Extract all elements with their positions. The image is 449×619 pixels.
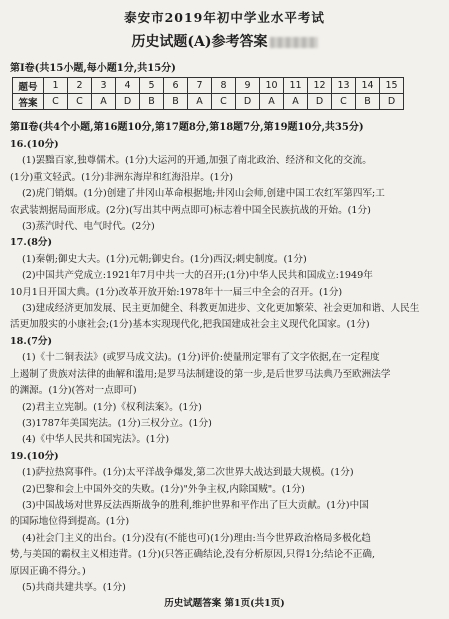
answer-cell: C — [68, 94, 92, 110]
answer-line: (2)中国共产党成立:1921年7月中共一大的召开;(1分)中华人民共和国成立:1949年 — [22, 270, 373, 282]
exam-title: 泰安市2019年初中学业水平考试 — [124, 10, 325, 25]
question-number-cell: 12 — [308, 78, 332, 94]
answer-line: 的渊源。(1分)(答对一点即可) — [10, 385, 137, 397]
answer-key-title — [10, 31, 439, 51]
answer-cell: D — [236, 94, 260, 110]
answer-line: (1)萨拉热窝事件。(1分)太平洋战争爆发,第二次世界大战达到最大规模。(1分) — [22, 467, 354, 479]
answer-cell: C — [212, 94, 236, 110]
answer-cell: A — [260, 94, 284, 110]
answer-cell: A — [284, 94, 308, 110]
question-number-cell: 15 — [380, 78, 404, 94]
question-number-cell: 5 — [140, 78, 164, 94]
answer-line: (3)中国战场对世界反法西斯战争的胜利,维护世界和平作出了巨大贡献。(1分)中国 — [22, 499, 369, 511]
part2-content — [10, 137, 439, 596]
answer-cell: D — [116, 94, 140, 110]
question-number-label: 题号 — [13, 78, 44, 94]
question-heading: 18.(7分) — [10, 335, 53, 347]
answer-line: (2)虎门销烟。(1分)创建了井冈山革命根据地;井冈山会师,创建中国工农红军第四军;工 — [22, 188, 385, 200]
answer-line: (2)君主立宪制。(1分)《权利法案》。(1分) — [22, 401, 202, 413]
question-number-cell: 3 — [92, 78, 116, 94]
answer-line: 的国际地位得到提高。(1分) — [10, 516, 130, 528]
answer-line: (3)1787年美国宪法。(1分)三权分立。(1分) — [22, 417, 212, 429]
question-number-cell: 14 — [356, 78, 380, 94]
answer-line: (1分)重文轻武。(1分)非洲东海岸和红海沿岸。(1分) — [10, 171, 234, 183]
answer-cell: B — [140, 94, 164, 110]
redacted-mark — [270, 37, 318, 48]
answer-row — [13, 94, 404, 110]
question-number-cell: 6 — [164, 78, 188, 94]
question-number-cell: 4 — [116, 78, 140, 94]
answer-line: (3)蒸汽时代、电气时代。(2分) — [22, 221, 155, 233]
answer-line: 上遏制了贵族对法律的曲解和滥用;是罗马法制建设的第一步,是后世罗马法典乃至欧洲法学 — [10, 368, 391, 380]
question-number-row — [13, 78, 404, 94]
answer-line: (1)《十二铜表法》(或罗马成文法)。(1分)评价:使量刑定罪有了文字依据,在一定程度 — [22, 352, 380, 364]
page-footer: 历史试题答案 第1页(共1页) — [164, 598, 285, 609]
answer-line: (4)社会门主义的出台。(1分)没有(不能也可)(1分)理由:当今世界政治格局多极化趋 — [22, 532, 371, 544]
question-number-cell: 13 — [332, 78, 356, 94]
answer-cell: A — [92, 94, 116, 110]
question-number-cell: 11 — [284, 78, 308, 94]
answer-line: (2)巴黎和会上中国外交的失败。(1分)"外争主权,内除国贼"。(1分) — [22, 483, 305, 495]
answer-cell: D — [308, 94, 332, 110]
answer-table — [12, 77, 404, 110]
question-number-cell: 7 — [188, 78, 212, 94]
part1-heading: 第Ⅰ卷(共15小题,每小题1分,共15分) — [10, 63, 176, 74]
answer-line: 活更加殷实的小康社会;(1分)基本实现现代化,把我国建成社会主义现代化国家。(1分) — [10, 319, 370, 331]
answer-cell: D — [380, 94, 404, 110]
question-number-cell: 9 — [236, 78, 260, 94]
question-heading: 16.(10分) — [10, 139, 59, 150]
question-heading: 17.(8分) — [10, 237, 53, 249]
part2-heading: 第Ⅱ卷(共4个小题,第16题10分,第17题8分,第18题7分,第19题10分,共35分) — [10, 122, 364, 133]
question-number-cell: 8 — [212, 78, 236, 94]
answer-line: 原因正确不得分。) — [10, 565, 86, 577]
answer-cell: B — [356, 94, 380, 110]
answer-cell: B — [164, 94, 188, 110]
answer-label: 答案 — [13, 94, 44, 110]
answer-line: 农武装割据局面形成。(2分)(写出其中两点即可)标志着中国全民族抗战的开始。(1分) — [10, 204, 371, 216]
question-number-cell: 2 — [68, 78, 92, 94]
answer-line: (3)建成经济更加发展、民主更加健全、科教更加进步、文化更加繁荣、社会更加和谐、人民生 — [22, 303, 420, 315]
answer-cell: C — [332, 94, 356, 110]
answer-line: 势,与美国的霸权主义相违背。(1分)(只答正确结论,没有分析原因,只得1分;结论不正确, — [10, 549, 376, 561]
answer-line: (1)秦朝;御史大夫。(1分)元朝;御史台。(1分)西汉;刺史制度。(1分) — [22, 253, 307, 265]
answer-line: (5)共商共建共享。(1分) — [22, 581, 126, 593]
answer-line: 10月1日开国大典。(1分)改革开放开始:1978年十一届三中全会的召开。(1分) — [10, 286, 343, 298]
question-number-cell: 10 — [260, 78, 284, 94]
answer-line: (4)《中华人民共和国宪法》。(1分) — [22, 434, 170, 446]
answer-key-title-text: 历史试题(A)参考答案 — [131, 34, 268, 50]
question-number-cell: 1 — [44, 78, 68, 94]
answer-cell: A — [188, 94, 212, 110]
answer-line: (1)罢黜百家,独尊儒术。(1分)大运河的开通,加强了南北政治、经济和文化的交流。 — [22, 155, 372, 167]
answer-cell: C — [44, 94, 68, 110]
question-heading: 19.(10分) — [10, 450, 59, 462]
